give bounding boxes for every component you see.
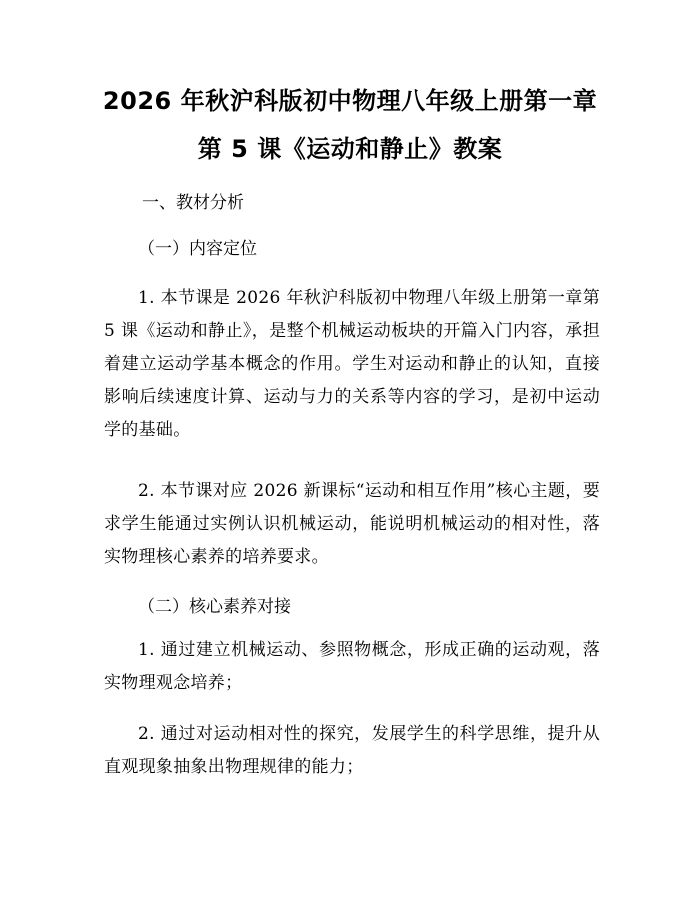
document-title-line-1: 2026 年秋沪科版初中物理八年级上册第一章 xyxy=(102,87,598,115)
paragraph-core-literacy-1: 1. 通过建立机械运动、参照物概念，形成正确的运动观，落实物理观念培养； xyxy=(104,640,600,693)
subsection-heading-core-literacy: （二）核心素养对接 xyxy=(138,597,291,617)
paragraph-core-literacy-2: 2. 通过对运动相对性的探究，发展学生的科学思维，提升从直观现象抽象出物理规律的能力； xyxy=(104,724,600,777)
paragraph-content-positioning-1: 1. 本节课是 2026 年秋沪科版初中物理八年级上册第一章第 5 课《运动和静止》，是整个机械运动板块的开篇入门内容，承担着建立运动学基本概念的作用。学生对运动和静止的认知，直接影响后续速度计算、运动与力的关系等内容的学习，是初中运动学的基础。 xyxy=(104,288,600,440)
paragraph-content-positioning-2: 2. 本节课对应 2026 新课标“运动和相互作用”核心主题，要求学生能通过实例认识机械运动，能说明机械运动的相对性，落实物理核心素养的培养要求。 xyxy=(104,481,600,567)
section-heading-materials-analysis: 一、教材分析 xyxy=(142,193,244,213)
document-title-line-2: 第 5 课《运动和静止》教案 xyxy=(197,135,503,163)
subsection-heading-content-positioning: （一）内容定位 xyxy=(138,239,257,259)
